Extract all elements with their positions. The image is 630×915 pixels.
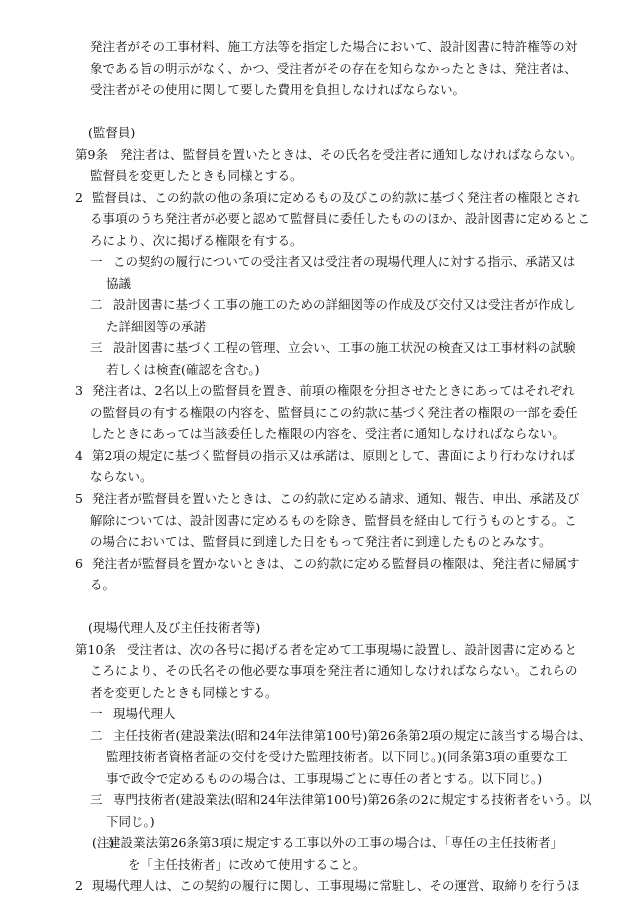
- article-line: [0, 144, 630, 165]
- article-heading: [0, 122, 630, 143]
- line-text: 現場代理人は、この契約の履行に関し、工事現場に常駐し、その運営、取締りを行うほ: [92, 878, 580, 893]
- text-line: [0, 574, 630, 595]
- paragraph-number: 3: [75, 383, 83, 398]
- line-text: の場合においては、監督員に到達した日をもって発注者に到達したものとみなす。: [90, 534, 552, 549]
- text-line: [0, 230, 630, 251]
- paragraph-line: [0, 445, 630, 466]
- item-line: [0, 789, 630, 810]
- text-line: [0, 531, 630, 552]
- line-text: (監督員): [88, 125, 136, 140]
- text-line: [0, 58, 630, 79]
- paragraph-number: 2: [75, 878, 83, 893]
- text-line: [0, 660, 630, 681]
- line-text: したときにあっては当該委任した権限の内容を、受注者に通知しなければならない。: [90, 426, 565, 441]
- line-text: 建設業法第26条第3項に規定する工事以外の工事の場合は、「専任の主任技術者」: [108, 835, 564, 850]
- text-line: [0, 208, 630, 229]
- line-text: 発注者は、監督員を置いたときは、その氏名を受注者に通知しなければならない。: [120, 147, 583, 162]
- paragraph-line: [0, 875, 630, 896]
- note-line: [0, 832, 630, 853]
- text-line: [0, 165, 630, 186]
- line-text: ろにより、次に掲げる権限を有する。: [90, 233, 303, 248]
- line-text: 専門技術者(建設業法(昭和24年法律第100号)第26条の2に規定する技術者をいう。以: [113, 792, 592, 807]
- line-text: 協議: [106, 276, 132, 291]
- line-text: 若しくは検査(確認を含む。): [106, 362, 260, 377]
- line-text: 設計図書に基づく工事の施工のための詳細図等の作成及び交付又は受注者が作成し: [113, 297, 576, 312]
- line-text: 発注者は、2名以上の監督員を置き、前項の権限を分担させたときにあってはそれぞれ: [92, 383, 575, 398]
- item-number: 三: [90, 340, 103, 355]
- article-line: [0, 639, 630, 660]
- text-line: [0, 510, 630, 531]
- text-line: [0, 273, 630, 294]
- paragraph-number: 5: [75, 491, 83, 506]
- line-text: 下同じ。): [106, 814, 155, 829]
- line-text: 現場代理人: [113, 706, 176, 721]
- item-number: 一: [90, 254, 103, 269]
- text-line: [0, 36, 630, 57]
- item-line: [0, 725, 630, 746]
- note-label: (注): [92, 835, 115, 850]
- text-line: [0, 768, 630, 789]
- line-text: の監督員の有する権限の内容を、監督員にこの約款に基づく発注者の権限の一部を委任: [90, 405, 578, 420]
- line-text: る事項のうち発注者が必要と認めて監督員に委任したもののほか、設計図書に定めるとこ: [90, 211, 591, 226]
- text-line: [0, 359, 630, 380]
- item-line: [0, 703, 630, 724]
- article-number: 第10条: [75, 642, 116, 657]
- item-line: [0, 337, 630, 358]
- item-line: [0, 294, 630, 315]
- text-line: [0, 316, 630, 337]
- item-number: 二: [90, 728, 103, 743]
- line-text: (現場代理人及び主任技術者等): [88, 620, 261, 635]
- line-text: 事で政令で定めるものの場合は、工事現場ごとに専任の者とする。以下同じ。): [106, 771, 543, 786]
- line-text: 監督員は、この約款の他の条項に定めるもの及びこの約款に基づく発注者の権限とされ: [92, 190, 580, 205]
- paragraph-number: 4: [75, 448, 83, 463]
- article-number: 第9条: [75, 147, 108, 162]
- paragraph-number: 2: [75, 190, 83, 205]
- text-line: [0, 682, 630, 703]
- paragraph-line: [0, 488, 630, 509]
- line-text: 第2項の規定に基づく監督員の指示又は承諾は、原則として、書面により行わなければ: [92, 448, 575, 463]
- text-line: [0, 402, 630, 423]
- text-line: [0, 423, 630, 444]
- line-text: た詳細図等の承諾: [106, 319, 207, 334]
- text-line: [0, 746, 630, 767]
- line-text: 監理技術者資格者証の交付を受けた監理技術者。以下同じ。)(同条第3項の重要な工: [106, 749, 568, 764]
- text-line: [0, 854, 630, 875]
- line-text: 象である旨の明示がなく、かつ、受注者がその存在を知らなかったときは、発注者は、: [90, 61, 577, 76]
- line-text: 発注者がその工事材料、施工方法等を指定した場合において、設計図書に特許権等の対: [90, 39, 578, 54]
- text-line: [0, 466, 630, 487]
- line-text: 受注者がその使用に関して要した費用を負担しなければならない。: [90, 82, 466, 97]
- line-text: 監督員を変更したときも同様とする。: [90, 168, 303, 183]
- line-text: 受注者は、次の各号に掲げる者を定めて工事現場に設置し、設計図書に定めると: [127, 642, 578, 657]
- paragraph-number: 6: [75, 556, 83, 571]
- line-text: ころにより、その氏名その他必要な事項を発注者に通知しなければならない。これらの: [90, 663, 578, 678]
- text-line: [0, 811, 630, 832]
- paragraph-line: [0, 553, 630, 574]
- article-heading: [0, 617, 630, 638]
- line-text: 設計図書に基づく工程の管理、立会い、工事の施工状況の検査又は工事材料の試験: [113, 340, 576, 355]
- paragraph-line: [0, 187, 630, 208]
- line-text: 発注者が監督員を置かないときは、この約款に定める監督員の権限は、発注者に帰属す: [92, 556, 580, 571]
- item-line: [0, 251, 630, 272]
- line-text: ならない。: [90, 469, 153, 484]
- line-text: 発注者が監督員を置いたときは、この約款に定める請求、通知、報告、申出、承諾及び: [92, 491, 580, 506]
- item-number: 一: [90, 706, 103, 721]
- line-text: る。: [90, 577, 116, 592]
- line-text: 者を変更したときも同様とする。: [90, 685, 278, 700]
- line-text: を「主任技術者」に改めて使用すること。: [128, 857, 366, 872]
- paragraph-line: [0, 380, 630, 401]
- line-text: 主任技術者(建設業法(昭和24年法律第100号)第26条第2項の規定に該当する場合は、: [113, 728, 592, 743]
- text-line: [0, 79, 630, 100]
- line-text: この契約の履行についての受注者又は受注者の現場代理人に対する指示、承諾又は: [113, 254, 576, 269]
- item-number: 三: [90, 792, 103, 807]
- item-number: 二: [90, 297, 103, 312]
- line-text: 解除については、設計図書に定めるものを除き、監督員を経由して行うものとする。こ: [90, 513, 577, 528]
